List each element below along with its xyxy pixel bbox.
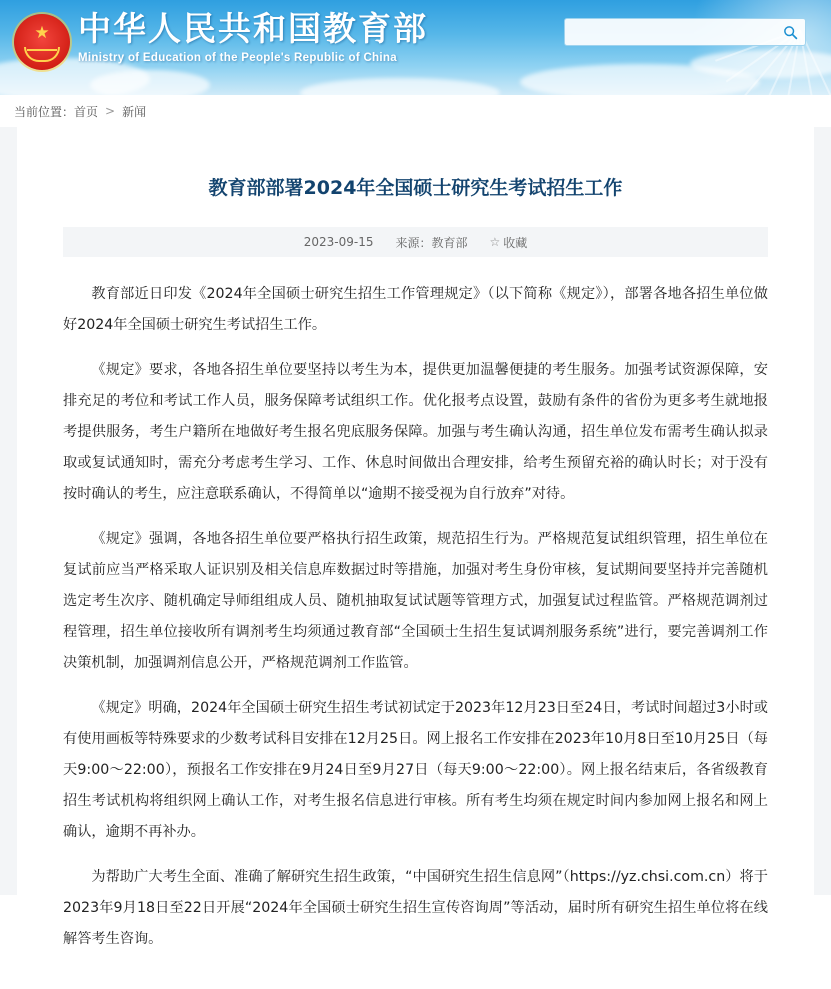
search-box[interactable] — [564, 18, 806, 46]
cloud-decoration — [90, 70, 210, 95]
article-content — [63, 279, 768, 955]
article-paragraph: 《规定》明确，2024年全国硕士研究生招生考试初试定于2023年12月23日至24日，考试时间超过3小时或有使用画板等特殊要求的少数考试科目安排在12月25日。网上报名工作安排在2023年10月8日至10月25日（每天9:00～22:00），预报名工作安排在9月24日至9月27日（每天9:00～22:00）。网上报名结束后，各省级教育招生考试机构将组织网上确认工作，对考生报名信息进行审核。所有考生均须在规定时间内参加网上报名和网上确认，逾期不再补办。 — [63, 700, 768, 840]
article-date: 2023-09-15 — [303, 235, 374, 249]
article-paragraph: 为帮助广大考生全面、准确了解研究生招生政策，“中国研究生招生信息网”（https://yz.chsi.com.cn）将于2023年9月18日至22日开展“2024年全国硕士研究生招生宣传咨询周”等活动，届时所有研究生招生单位将在线解答考生咨询。 — [63, 869, 768, 947]
breadcrumb-item-home[interactable]: 首页 — [74, 104, 99, 119]
favorite-label: 收藏 — [503, 235, 528, 250]
article-paragraph: 《规定》要求，各地各招生单位要坚持以考生为本，提供更加温馨便捷的考生服务。加强考试资源保障，安排充足的考位和考试工作人员，服务保障考试组织工作。优化报考点设置，鼓励有条件的省份为更多考生就地报考提供服务，考生户籍所在地做好考生报名兜底服务保障。加强与考生确认沟通，招生单位发布需考生确认拟录取或复试通知时，需充分考虑考生学习、工作、休息时间做出合理安排，给考生预留充裕的确认时长；对于没有按时确认的考生，应注意联系确认，不得简单以“逾期不接受视为自行放弃”对待。 — [63, 362, 768, 502]
search-input[interactable] — [565, 20, 775, 44]
site-header — [0, 0, 831, 95]
emblem-star-icon: ★ — [34, 23, 50, 42]
search-button[interactable] — [775, 20, 805, 44]
breadcrumb-item-news[interactable]: 新闻 — [122, 104, 147, 119]
article-paragraph: 教育部近日印发《2024年全国硕士研究生招生工作管理规定》（以下简称《规定》），部署各地各招生单位做好2024年全国硕士研究生考试招生工作。 — [63, 286, 768, 333]
search-icon — [783, 25, 798, 40]
star-icon: ☆ — [489, 235, 501, 249]
article-paragraph: 《规定》强调，各地各招生单位要严格执行招生政策，规范招生行为。严格规范复试组织管理，招生单位在复试前应当严格采取人证识别及相关信息库数据过时等措施，加强对考生身份审核，复试期间要坚持并完善随机选定考生次序、随机确定导师组组成人员、随机抽取复试试题等管理方式，加强复试过程监管。严格规范调剂过程管理，招生单位接收所有调剂考生均须通过教育部“全国硕士生招生复试调剂服务系统”进行，要完善调剂工作决策机制，加强调剂信息公开，严格规范调剂工作监管。 — [63, 531, 768, 671]
article-source: 来源：教育部 — [395, 235, 468, 250]
cloud-decoration — [300, 78, 500, 95]
emblem-gear — [24, 47, 60, 62]
article-inner — [17, 127, 814, 955]
favorite-button[interactable] — [489, 234, 527, 251]
site-title-block — [78, 8, 428, 64]
article-meta-bar — [63, 227, 768, 257]
site-title-cn: 中华人民共和国教育部 — [78, 9, 428, 48]
site-title-en: Ministry of Education of the People's Republic of China — [78, 52, 397, 64]
article-card — [17, 127, 814, 989]
page-body — [0, 127, 831, 947]
national-emblem-icon — [14, 14, 70, 70]
page-title: 教育部部署2024年全国硕士研究生考试招生工作 — [208, 177, 623, 199]
breadcrumb-separator: > — [105, 104, 116, 118]
breadcrumb — [0, 95, 831, 127]
breadcrumb-label: 当前位置： — [14, 104, 75, 119]
